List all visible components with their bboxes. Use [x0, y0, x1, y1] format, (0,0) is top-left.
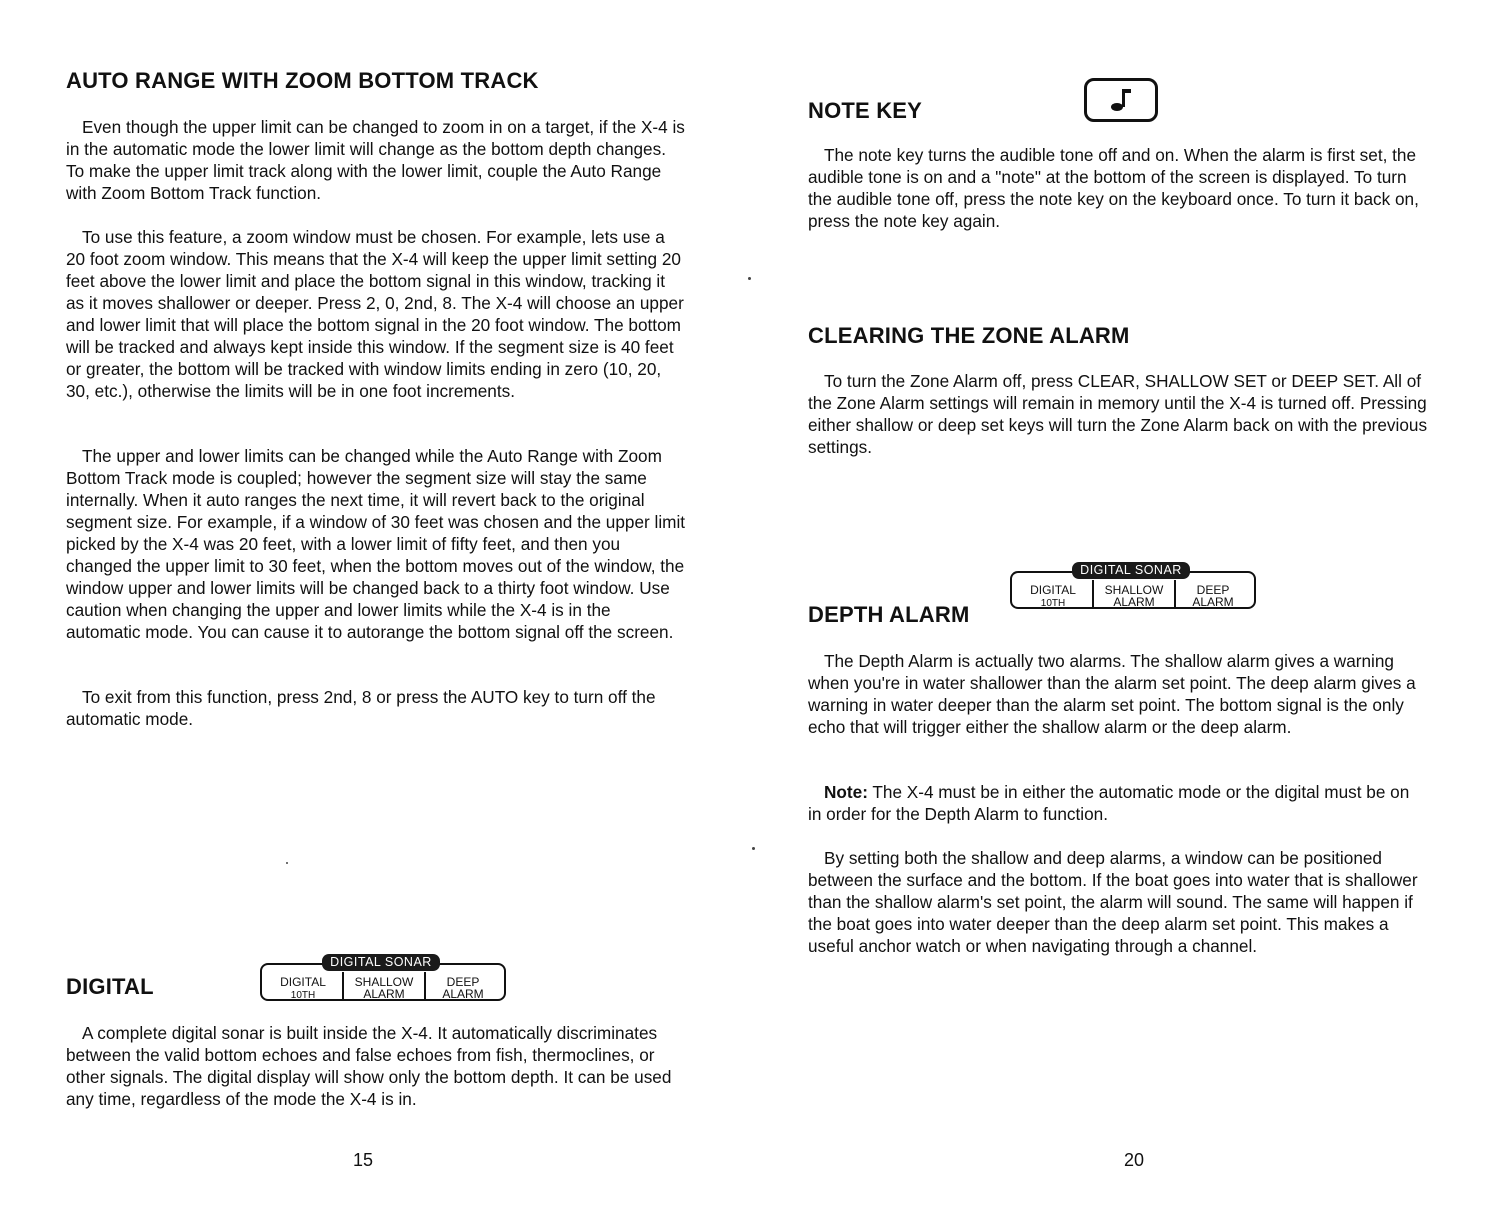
paragraph-depth-alarm-3: By setting both the shallow and deep alarms, a window can be positioned between the surface and the bottom. If the boat goes into water that is shallower than the shallow alarm's set point, the alarm will sound. The same will happen if the boat goes into water deeper than the deep alarm set point. This makes a useful anchor watch or when navigating through a channel. — [808, 848, 1418, 956]
key-digital-line1: DIGITAL — [1030, 583, 1076, 597]
key-shallow-line2: ALARM — [1113, 595, 1155, 609]
key-deep-line1: DEEP — [1196, 583, 1230, 597]
key-digital-line1: DIGITAL — [280, 975, 326, 989]
scan-speck — [752, 847, 755, 850]
paragraph-digital: A complete digital sonar is built inside the X-4. It automatically discriminates between the valid bottom echoes and false echoes from fish, thermoclines, or other signals. The digital display will show only the bottom depth. It can be used any time, regardless of the mode the X-4 is in. — [66, 1023, 672, 1109]
key-deep-alarm — [426, 976, 500, 1000]
paragraph-depth-alarm-1: The Depth Alarm is actually two alarms. The shallow alarm gives a warning when you're in water shallower than the alarm set point. The deep alarm gives a warning in water deeper than the alarm set point. The bottom signal is the only echo that will trigger either the shallow alarm or the deep alarm. — [808, 651, 1416, 737]
heading-digital: DIGITAL — [66, 974, 154, 999]
digital-sonar-keypad-label — [260, 954, 508, 1004]
key-digital-10th — [1018, 584, 1088, 610]
key-shallow-alarm — [1094, 584, 1174, 608]
key-deep-line2: ALARM — [1192, 595, 1234, 609]
heading-auto-range: AUTO RANGE WITH ZOOM BOTTOM TRACK — [66, 68, 539, 93]
note-key-button — [1084, 78, 1158, 122]
key-digital-line2: 10TH — [290, 990, 316, 1001]
paragraph-auto-range-4: To exit from this function, press 2nd, 8 or press the AUTO key to turn off the automatic mode. — [66, 687, 656, 729]
paragraph-depth-alarm-note — [808, 781, 1422, 825]
page-number-left: 15 — [353, 1150, 374, 1170]
paragraph-auto-range-3: The upper and lower limits can be changed while the Auto Range with Zoom Bottom Track mode is coupled; however the segment size will stay the same internally. When it auto ranges the next time, it will revert back to the original segment size. For example, if a window of 30 feet was chosen and the upper limit picked by the X-4 was 20 feet, with a lower limit of fifty feet, and then you changed the upper limit to 30 feet, when the bottom moves out of the window, the window upper and lower limits will be changed back to a thirty foot window. Use caution when changing the upper and lower limits while the X-4 is in the automatic mode. You can cause it to autorange the bottom signal off the screen. — [66, 446, 686, 642]
musical-note-icon — [1087, 81, 1155, 119]
keypad-banner: DIGITAL SONAR — [1072, 562, 1190, 579]
key-shallow-alarm — [344, 976, 424, 1000]
keypad-banner: DIGITAL SONAR — [322, 954, 440, 971]
paragraph-clearing-zone-alarm: To turn the Zone Alarm off, press CLEAR, SHALLOW SET or DEEP SET. All of the Zone Alarm settings will remain in memory until the X-4 is turned off. Pressing either shallow or deep set keys will turn the Zone Alarm back on with the previous settings. — [808, 371, 1428, 457]
note-label: Note: — [824, 782, 868, 802]
key-deep-line2: ALARM — [442, 987, 484, 1001]
scan-speck — [286, 862, 288, 864]
note-text: The X-4 must be in either the automatic mode or the digital must be on in order for the Depth Alarm to function. — [808, 782, 1410, 824]
key-shallow-line2: ALARM — [363, 987, 405, 1001]
heading-note-key: NOTE KEY — [808, 98, 923, 123]
key-deep-line1: DEEP — [446, 975, 480, 989]
key-shallow-line1: SHALLOW — [1104, 583, 1164, 597]
page-number-right: 20 — [1124, 1150, 1145, 1170]
paragraph-note-key: The note key turns the audible tone off and on. When the alarm is first set, the audible tone is on and a "note" at the bottom of the screen is displayed. To turn the audible tone off, press the note key on the keyboard once. To turn it back on, press the note key again. — [808, 145, 1419, 231]
digital-sonar-keypad-label-right — [1010, 562, 1258, 612]
key-digital-10th — [268, 976, 338, 1002]
key-deep-alarm — [1176, 584, 1250, 608]
heading-clearing-zone-alarm: CLEARING THE ZONE ALARM — [808, 323, 1130, 348]
paragraph-auto-range-1: Even though the upper limit can be changed to zoom in on a target, if the X-4 is in the automatic mode the lower limit will change as the bottom depth changes. To make the upper limit track along with the lower limit, couple the Auto Range with Zoom Bottom Track function. — [66, 117, 685, 203]
key-shallow-line1: SHALLOW — [354, 975, 414, 989]
heading-depth-alarm: DEPTH ALARM — [808, 602, 970, 627]
key-digital-line2: 10TH — [1040, 598, 1066, 609]
scan-speck — [748, 277, 751, 280]
paragraph-auto-range-2: To use this feature, a zoom window must be chosen. For example, lets use a 20 foot zoom window. This means that the X-4 will keep the upper limit setting 20 feet above the lower limit and place the bottom signal in this window, tracking it as it moves shallower or deeper. Press 2, 0, 2nd, 8. The X-4 will choose an upper and lower limit that will place the bottom signal in the 20 foot window. The bottom will be tracked and always kept inside this window. If the segment size is 40 feet or greater, the bottom will be tracked with window limits ending in zero (10, 20, 30, etc.), otherwise the limits will be in one foot increments. — [66, 227, 684, 401]
